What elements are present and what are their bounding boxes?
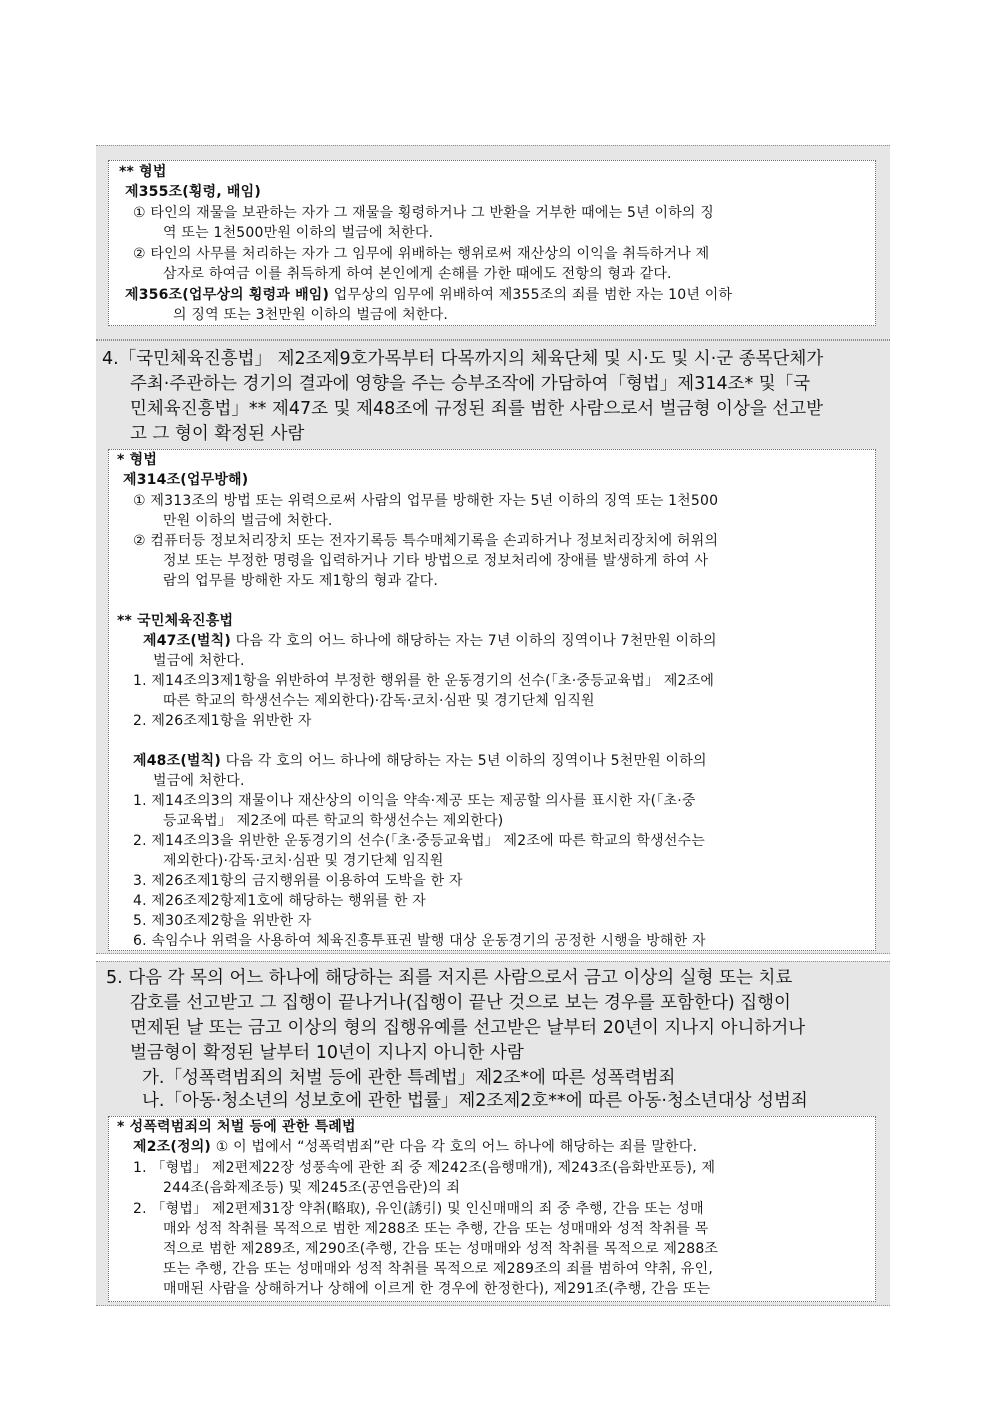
disqualification-item-4-panel [96, 340, 890, 954]
list-item-cont: 따른 학교의 학생선수는 제외한다)·감독·코치·심판 및 경기단체 임직원 [163, 693, 595, 709]
item-heading-line: 주최·주관하는 경기의 결과에 영향을 주는 승부조작에 가담하여「형법」제314조* 및「국 [130, 374, 811, 394]
note-title: * 성폭력범죄의 처벌 등에 관한 특례법 [117, 1119, 356, 1135]
statute-note-box-sexual-crimes-act [108, 1116, 876, 1302]
item-heading-line: 고 그 형이 확정된 사람 [130, 424, 305, 444]
clause-text: 정보 또는 부정한 명령을 입력하거나 기타 방법으로 정보처리에 장애를 발생하게 하여 사 [163, 553, 709, 569]
clause-text: 삼자로 하여금 이를 취득하게 하여 본인에게 손해를 가한 때에도 전항의 형과 같다. [163, 266, 672, 282]
statute-note-box-criminal-act-355 [108, 160, 876, 326]
list-item: 1. 「형법」 제2편제22장 성풍속에 관한 죄 중 제242조(음행매개), 제243조(음화반포등), 제 [133, 1160, 716, 1176]
item-heading-line: 4.「국민체육진흥법」 제2조제9호가목부터 다목까지의 체육단체 및 시·도 및 시·군 종목단체가 [102, 349, 824, 369]
article-body: 업무상의 임무에 위배하여 제355조의 죄를 범한 자는 10년 이하 [333, 287, 733, 303]
clause-text: ① 제313조의 방법 또는 위력으로써 사람의 업무를 방해한 자는 5년 이하의 징역 또는 1천500 [133, 493, 719, 509]
list-item: 2. 「형법」 제2편제31장 약취(略取), 유인(誘引) 및 인신매매의 죄 중 추행, 간음 또는 성매 [133, 1201, 704, 1217]
list-item: 3. 제26조제1항의 금지행위를 이용하여 도박을 한 자 [133, 873, 463, 889]
article-text [143, 632, 717, 650]
item-heading-line: 5. 다음 각 목의 어느 하나에 해당하는 죄를 저지른 사람으로서 금고 이상의 실형 또는 치료 [106, 968, 793, 988]
list-item-cont: 적으로 범한 제289조, 제290조(추행, 간음 또는 성매매와 성적 착취를 목적으로 제288조 [163, 1241, 719, 1257]
sub-item-na: 나.「아동·청소년의 성보호에 관한 법률」제2조제2호**에 따른 아동·청소년대상 성범죄 [142, 1091, 808, 1111]
clause-text: ① 타인의 재물을 보관하는 자가 그 재물을 횡령하거나 그 반환을 거부한 때에는 5년 이하의 징 [133, 205, 715, 221]
article-text [125, 286, 732, 304]
article-text [133, 752, 707, 770]
item-heading-line: 감호를 선고받고 그 집행이 끝나거나(집행이 끝난 것으로 보는 경우를 포함한다) 집행이 [130, 993, 791, 1013]
item-heading-line: 면제된 날 또는 금고 이상의 형의 집행유예를 선고받은 날부터 20년이 지나지 아니하거나 [130, 1018, 806, 1038]
list-item: 6. 속임수나 위력을 사용하여 체육진흥투표권 발행 대상 운동경기의 공정한 시행을 방해한 자 [133, 933, 706, 949]
list-item: 1. 제14조의3제1항을 위반하여 부정한 행위를 한 운동경기의 선수(「초·중등교육법」 제2조에 [133, 673, 715, 689]
clause-text: 의 징역 또는 3천만원 이하의 벌금에 처한다. [173, 307, 448, 323]
list-item-cont: 매매된 사람을 상해하거나 상해에 이르게 한 경우에 한정한다), 제291조(추행, 간음 또는 [163, 1281, 711, 1297]
article-heading: 제2조(정의) [133, 1139, 212, 1155]
item-heading-line: 벌금형이 확정된 날부터 10년이 지나지 아니한 사람 [130, 1043, 524, 1063]
article-heading: 제314조(업무방해) [123, 472, 249, 488]
statute-note-box-criminal-act-314 [108, 449, 876, 951]
article-body: ① 이 법에서 “성폭력범죄”란 다음 각 호의 어느 하나에 해당하는 죄를 말한다. [215, 1139, 698, 1155]
list-item-cont: 244조(음화제조등) 및 제245조(공연음란)의 죄 [163, 1180, 461, 1196]
clause-text: 역 또는 1천500만원 이하의 벌금에 처한다. [163, 225, 434, 241]
item-heading-line: 민체육진흥법」** 제47조 및 제48조에 규정된 죄를 범한 사람으로서 벌금형 이상을 선고받 [130, 399, 824, 419]
sub-item-ga: 가.「성폭력범죄의 처벌 등에 관한 특례법」제2조*에 따른 성폭력범죄 [142, 1068, 676, 1088]
statute-note-panel-1 [96, 145, 890, 340]
list-item: 2. 제14조의3을 위반한 운동경기의 선수(「초·중등교육법」 제2조에 따른 학교의 학생선수는 [133, 833, 705, 849]
article-text [133, 1138, 697, 1156]
list-item: 2. 제26조제1항을 위반한 자 [133, 713, 312, 729]
list-item-cont: 제외한다)·감독·코치·심판 및 경기단체 임직원 [163, 853, 444, 869]
clause-text: 람의 업무를 방해한 자도 제1항의 형과 같다. [163, 573, 438, 589]
article-body: 다음 각 호의 어느 하나에 해당하는 자는 7년 이하의 징역이나 7천만원 이하의 [235, 633, 717, 649]
list-item-cont: 또는 추행, 간음 또는 성매매와 성적 착취를 목적으로 제289조의 죄를 범하여 약취, 유인, [163, 1261, 713, 1277]
list-item: 4. 제26조제2항제1호에 해당하는 행위를 한 자 [133, 893, 427, 909]
clause-text: 만원 이하의 벌금에 처한다. [163, 513, 333, 529]
list-item: 1. 제14조의3의 재물이나 재산상의 이익을 약속·제공 또는 제공할 의사를 표시한 자(「초·중 [133, 793, 696, 809]
list-item-cont: 매와 성적 착취를 목적으로 범한 제288조 또는 추행, 간음 또는 성매매와 성적 착취를 목 [163, 1221, 709, 1237]
clause-text: ② 컴퓨터등 정보처리장치 또는 전자기록등 특수매체기록을 손괴하거나 정보처리장치에 허위의 [133, 533, 719, 549]
clause-text: 벌금에 처한다. [153, 773, 245, 789]
clause-text: ② 타인의 사무를 처리하는 자가 그 임무에 위배하는 행위로써 재산상의 이익을 취득하거나 제 [133, 246, 710, 262]
list-item: 5. 제30조제2항을 위반한 자 [133, 913, 312, 929]
article-heading: 제47조(벌칙) [143, 633, 231, 649]
note-title: * 형법 [117, 452, 158, 468]
disqualification-item-5-panel [96, 961, 890, 1306]
note-title: ** 형법 [119, 164, 167, 180]
article-heading: 제355조(횡령, 배임) [125, 184, 261, 200]
article-body: 다음 각 호의 어느 하나에 해당하는 자는 5년 이하의 징역이나 5천만원 이하의 [225, 753, 707, 769]
article-heading: 제48조(벌칙) [133, 753, 221, 769]
list-item-cont: 등교육법」 제2조에 따른 학교의 학생선수는 제외한다) [163, 813, 504, 829]
article-heading: 제356조(업무상의 횡령과 배임) [125, 287, 330, 303]
clause-text: 벌금에 처한다. [153, 653, 245, 669]
note-title: ** 국민체육진흥법 [117, 613, 234, 629]
